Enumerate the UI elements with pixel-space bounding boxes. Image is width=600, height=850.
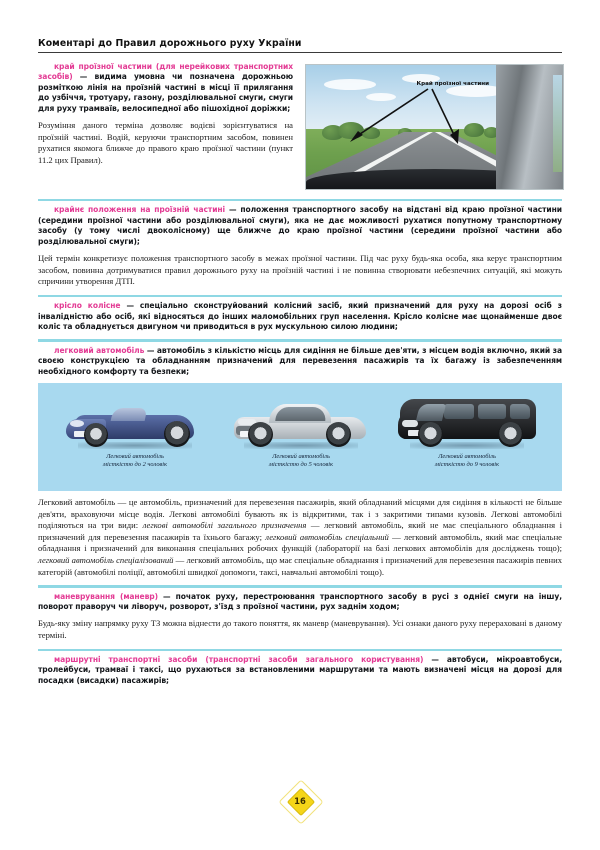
term-definition-route-vehicles (38, 655, 562, 686)
road-photo (305, 64, 564, 190)
photo-label: Край проїзної частини (416, 81, 490, 88)
side-glass (275, 407, 326, 421)
caption-line-2: місткістю до 5 чоловік (268, 460, 334, 468)
term-label-wheelchair: крісло колісне (54, 301, 121, 311)
wheel (84, 423, 108, 447)
gallery-item-sedan (218, 389, 384, 487)
term-text-maneuvering: — початок руху, перестроювання транспортного засобу в русі з однієї смуги на іншу, поворот праворуч чи ліворуч, розворот, з'їзд з проїзної частини, рух заднім ходом; (38, 591, 562, 611)
caption-line-1: Легковий автомобіль (272, 453, 330, 461)
caption-line-1: Легковий автомобіль (438, 453, 496, 461)
page-number: 16 (294, 796, 306, 806)
side-glass (444, 404, 474, 419)
term-text-extreme-position: — положення транспортного засобу на відстані від краю проїзної частини (середини проїзної частини або розділювальної смуги), яка не дає можливості рухатися попутному транспортному засобу (у тому числі двоколісному) ще ближче до краю проїзної частини (середини проїзної частини або розділювальної смуги); (38, 205, 562, 246)
gallery-caption-roadster (52, 453, 218, 468)
term-definition-wheelchair (38, 301, 562, 332)
headlight (402, 420, 418, 427)
road-edge-illustration (305, 64, 562, 188)
wheel (326, 422, 351, 447)
term-text-route-vehicles: — автобуси, мікроавтобуси, тролейбуси, трамваї і таксі, що рухаються за встановленими маршрутами та мають визначені місця на дорозі для посадки (висадки) пасажирів; (38, 654, 562, 685)
gallery-caption-sedan (218, 453, 384, 468)
windshield (111, 408, 148, 421)
essay-part-4: — легковий автомобіль, що має спеціальне обладнання і призначений для перевезення пасажирів певних категорій (автомобілі поліції, автомобілі швидкої допомоги, таксі, навчальні автомобілі тощо). (38, 554, 562, 577)
section-divider (38, 585, 562, 587)
section-divider (38, 339, 562, 341)
section-divider (38, 199, 562, 201)
section-divider (38, 295, 562, 297)
essay-part-1: Легковий автомобіль — це автомобіль, призначений для перевезення пасажирів, який обладнаний місцями для сидіння в кількості не більше дев'яти, враховуючи місце водія. Легкові автомобілі бувають як із відкритими, так і з закритими типами кузовів. Легкові автомобілі поділяються на три види: (38, 497, 562, 531)
term-text-wheelchair: — спеціально сконструйований колісний засіб, який призначений для руху на дорозі осіб з інвалідністю або осіб, які відносяться до інших маломобільних груп населення. Крісло колісне має щонайменше двоє коліс та обладнується двигуном чи приводиться в рух мускульною силою людини; (38, 301, 562, 331)
gallery-item-roadster (52, 389, 218, 487)
term-label-edge: край проїзної частини (для нерейкових транспортних засобів) (38, 62, 293, 82)
term-definition-edge (38, 62, 293, 114)
running-head-title: Коментарі до Правил дорожнього руху України (38, 38, 302, 49)
commentary-edge: Розуміння даного терміна дозволяє водієві зорієнтуватися на проїзній частині. Водій, керуючи транспортним засобом, повинен рухатися якомога ближче до правого краю проїзної частини (пункт 11.2 цих Правил). (38, 120, 293, 165)
page-number-badge (283, 784, 317, 818)
sedan-illustration (226, 389, 376, 451)
wheel (248, 422, 273, 447)
page-header (38, 38, 562, 53)
term-definition-passenger-car (38, 346, 562, 377)
minivan-illustration (392, 389, 542, 451)
caption-line-1: Легковий автомобіль (106, 453, 164, 461)
windshield (416, 404, 446, 421)
essay-italic-3: легковий автомобіль спеціалізований (38, 554, 174, 565)
side-glass (510, 404, 530, 419)
gallery-item-minivan (384, 389, 550, 487)
gallery-caption-minivan (384, 453, 550, 468)
commentary-maneuvering: Будь-яку зміну напрямку руху ТЗ можна віднести до такого поняття, як маневр (маневрування). Усі ознаки даного руху перераховані в даному терміні. (38, 618, 562, 640)
wheel (164, 421, 190, 447)
term-text-edge: — видима умовна чи позначена дорожньою розміткою лінія на проїзній частині в місці її прилягання до узбіччя, тротуару, газону, розділювальної смуги, смуги для руху трамваїв, велосипедної або пішохідної доріжки; (38, 72, 293, 113)
headlight (70, 420, 84, 427)
passenger-car-gallery (38, 383, 562, 491)
side-glass (478, 404, 506, 419)
essay-italic-1: легкові автомобілі загального призначення (142, 520, 307, 531)
roadster-illustration (60, 389, 210, 451)
wheel (418, 422, 443, 447)
section-edge-of-carriageway (38, 62, 562, 192)
term-text-passenger-car: — автомобіль з кількістю місць для сидіння не більше дев'яти, з місцем водія включно, який за своєю конструкцією та обладнанням призначений для перевезення пасажирів та їх багажу із забезпеченням необхідного комфорту та безпеки; (38, 345, 562, 376)
commentary-extreme-position: Цей термін конкретизує положення транспортного засобу в межах проїзної частини. Під час руху будь-яка особа, яка керує транспортним засобом, повинна дотримуватися правил дорожнього руху на проїзній частині і не повинна створювати небезпечних ситуацій, які можуть спричини утворення ДТП. (38, 253, 562, 287)
term-label-passenger-car: легковий автомобіль (54, 345, 145, 355)
wheel (498, 422, 523, 447)
essay-italic-2: легковий автомобіль спеціальний (265, 531, 389, 542)
commentary-passenger-car (38, 497, 562, 578)
term-definition-maneuvering (38, 592, 562, 613)
page-content (38, 62, 562, 686)
term-label-extreme-position: крайнє положення на проїзній частині (54, 205, 226, 215)
term-definition-extreme-position (38, 205, 562, 247)
essay-part-3: — легковий автомобіль, який має спеціальне обладнання і призначений для виконання спеціальних робочих функцій (лабораторії на базі легкових автомобілів для досліджень тощо); (38, 531, 562, 554)
caption-line-2: місткістю до 2 чоловік (102, 460, 168, 468)
term-label-maneuvering: маневрування (маневр) (54, 591, 158, 601)
caption-line-2: місткістю до 9 чоловік (434, 460, 500, 468)
section-divider (38, 649, 562, 651)
edge-term-column (38, 62, 293, 166)
term-label-route-vehicles: маршрутні транспортні засоби (транспортні засоби загального користування) (54, 654, 424, 664)
essay-part-2: — легковий автомобіль, який не має спеціального обладнання і призначений для перевезення пасажирів та їхнього багажу; (38, 520, 562, 542)
header-divider (38, 52, 562, 53)
